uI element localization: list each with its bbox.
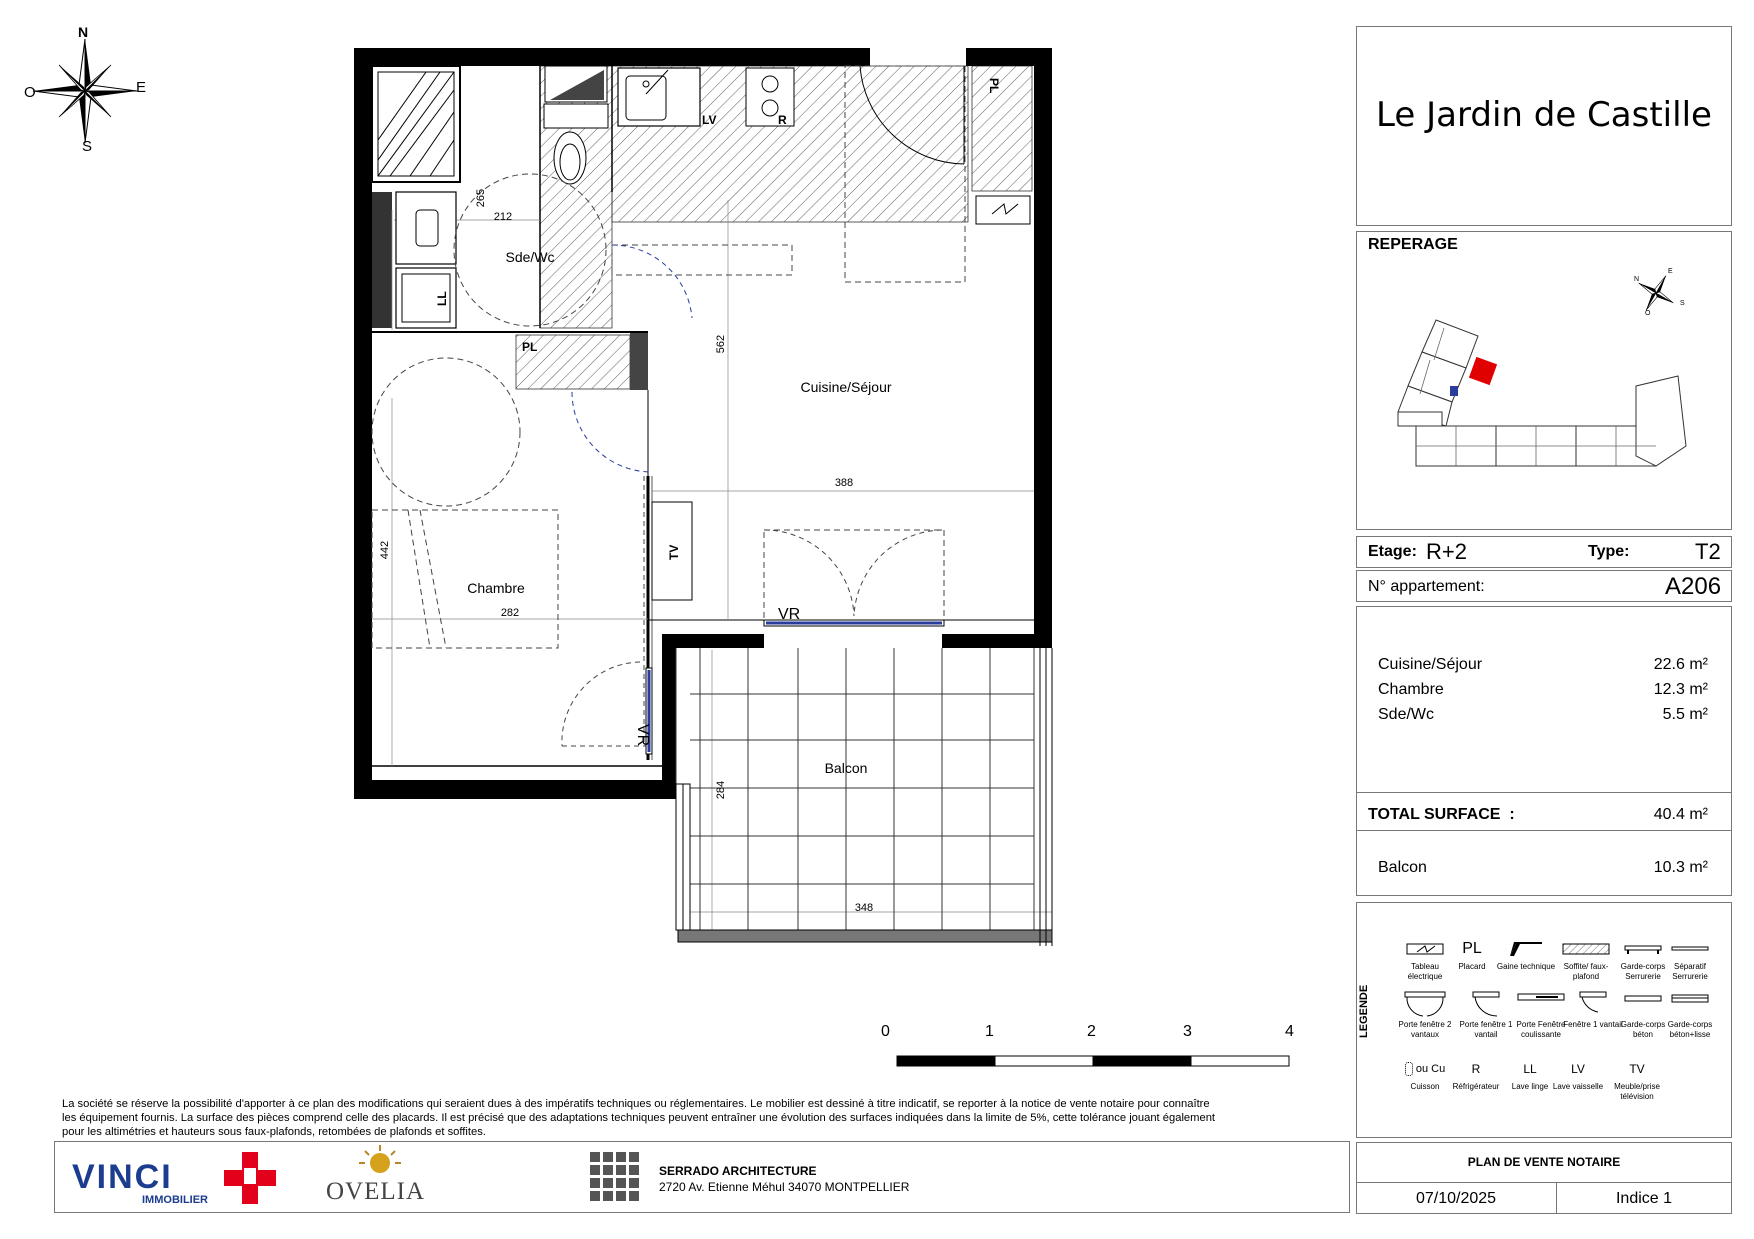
dim-chambre-w: 282 <box>500 607 520 619</box>
wall-top-left <box>354 48 870 66</box>
wall-balcony-top-right <box>942 634 1052 648</box>
vinci-cross-icon <box>222 1150 278 1206</box>
porte-fenetre-1-vantail-icon <box>1471 990 1501 1020</box>
wall-bottom-chambre <box>354 780 676 799</box>
room-cuisine-sejour-label: Cuisine/Séjour <box>800 379 892 395</box>
compass-e-label: E <box>136 79 147 96</box>
mini-compass-icon <box>1633 270 1679 316</box>
etage-label: Etage: <box>1368 543 1417 560</box>
separatif-serrurerie-icon <box>1670 940 1710 958</box>
legend-label: Soffite/ faux-plafond <box>1563 962 1609 981</box>
surface-room-name: Chambre <box>1378 681 1444 698</box>
gaine-technique-icon <box>1506 940 1546 958</box>
legend-label: Gaine technique <box>1496 962 1556 971</box>
scale-tick-3: 3 <box>1183 1023 1192 1040</box>
plan-indice: Indice 1 <box>1615 1190 1673 1207</box>
scale-bar <box>896 1055 1294 1069</box>
wall-chambre-right <box>662 636 676 786</box>
legend-label: Séparatif Serrurerie <box>1672 962 1708 981</box>
garde-corps-serrurerie-icon <box>1623 940 1663 958</box>
legend-label: Lave vaisselle <box>1552 1082 1604 1091</box>
appartement-value: A206 <box>1665 573 1722 600</box>
legend-label: Porte Fenêtre coulissante <box>1516 1020 1566 1039</box>
room-chambre-label: Chambre <box>467 580 525 596</box>
room-balcon-label: Balcon <box>824 760 868 776</box>
lave-linge-symbol: LL <box>1523 1062 1537 1076</box>
project-title: Le Jardin de Castille <box>1376 95 1712 135</box>
dim-sejour-w: 388 <box>834 477 854 489</box>
legend-item-television <box>1606 1060 1668 1102</box>
compass-n-label: N <box>78 24 89 40</box>
wall-gaine <box>630 332 648 390</box>
legend-item-lave-vaisselle <box>1547 1060 1609 1092</box>
refrigerateur-symbol: R <box>1471 1062 1481 1076</box>
dim-sejour-h: 562 <box>715 334 727 354</box>
legend-label: Porte fenêtre 1 vantail <box>1459 1020 1513 1039</box>
disclaimer <box>62 1097 1352 1139</box>
porte-fenetre-2-vantaux-icon <box>1403 990 1447 1020</box>
television-symbol: TV <box>1629 1062 1645 1076</box>
surface-room-area: 22.6 m² <box>1653 656 1708 673</box>
dim-sde-h: 265 <box>475 188 487 208</box>
lave-vaisselle-symbol: LV <box>1571 1062 1585 1076</box>
ovelia-sun-icon <box>355 1143 405 1179</box>
tableau-electrique-icon <box>1405 940 1445 958</box>
placard-symbol: PL <box>1462 940 1482 957</box>
vinci-logo-text: VINCI <box>72 1158 173 1196</box>
surface-divider <box>1356 830 1732 831</box>
legend-item-refrigerateur <box>1445 1060 1507 1092</box>
legend-label: Tableau électrique <box>1407 962 1443 981</box>
legend-item-gc-beton-lisse <box>1659 990 1721 1040</box>
cuisson-symbol-text: ou Cu <box>1415 1063 1446 1075</box>
legend-item-pf-2-vantaux <box>1394 990 1456 1040</box>
legend-item-gaine <box>1495 940 1557 972</box>
surface-divider <box>1356 792 1732 793</box>
tv-label: TV <box>667 544 681 560</box>
mini-compass-n: N <box>1634 276 1640 283</box>
legend-item-soffite <box>1555 940 1617 982</box>
surface-room-name: Sde/Wc <box>1378 706 1435 723</box>
vr-sejour-label: VR <box>778 606 801 623</box>
mini-compass-o: O <box>1645 310 1651 317</box>
dim-chambre-h: 442 <box>379 540 391 560</box>
scale-tick-2: 2 <box>1087 1023 1096 1040</box>
wall-right <box>1034 48 1052 648</box>
scale-tick-4: 4 <box>1285 1023 1294 1040</box>
surfaces-box <box>1356 606 1732 896</box>
disclaimer-line: pour les altimétries et hauteurs sous faux-plafonds, retombées de plafonds et soffites. <box>62 1126 486 1138</box>
floor-plan <box>0 0 1060 960</box>
dim-balcon-w: 348 <box>854 902 874 914</box>
compass-o-label: O <box>24 84 36 101</box>
garde-corps-beton-icon <box>1623 990 1663 1008</box>
mini-compass-e: E <box>1668 268 1673 275</box>
room-sde-wc-label: Sde/Wc <box>505 249 555 265</box>
surface-room-name: Cuisine/Séjour <box>1378 656 1483 673</box>
legend-label: Réfrigérateur <box>1452 1082 1500 1091</box>
reperage-title: REPERAGE <box>1368 236 1458 253</box>
balcon-surface-label: Balcon <box>1378 859 1427 876</box>
scale-tick-0: 0 <box>881 1023 890 1040</box>
total-surface-value: 40.4 m² <box>1653 806 1708 823</box>
serrado-logo-icon <box>590 1152 640 1202</box>
disclaimer-line: les équipement fournis. La surface des pièces comprend celle des placards. Il est précisé que des adaptations techniques peuvent entraîner une évolution des surfaces indiquées dans la limite de 5%, cette tolérance jouant également <box>62 1112 1216 1124</box>
compass-s-label: S <box>82 138 93 155</box>
legend-label: Lave linge <box>1511 1082 1549 1091</box>
legend-label: Fenêtre 1 vantail <box>1563 1020 1623 1029</box>
etage-value: R+2 <box>1426 539 1467 564</box>
surface-room-area: 5.5 m² <box>1662 706 1708 723</box>
placard-top <box>972 66 1032 191</box>
vinci-logo <box>72 1160 208 1206</box>
architect-address: 2720 Av. Etienne Méhul 34070 MONTPELLIER <box>659 1180 910 1194</box>
architect-name: SERRADO ARCHITECTURE <box>659 1164 817 1178</box>
wall-balcony-top-left <box>662 634 764 648</box>
disclaimer-line: La société se réserve la possibilité d'apporter à ce plan des modifications qui seraient dues à des impératifs techniques ou réglementaires. Le mobilier est dessiné à titre indicatif, se reporter à la notice de vente notaire pour connaître <box>62 1098 1210 1110</box>
dim-balcon-h: 284 <box>715 780 727 800</box>
pl-top-label: PL <box>987 78 1001 94</box>
ll-label: LL <box>435 291 449 306</box>
wall-left <box>354 48 372 799</box>
surface-room-area: 12.3 m² <box>1653 681 1708 698</box>
appartement-label: N° appartement: <box>1368 578 1485 595</box>
type-label: Type: <box>1588 543 1630 560</box>
type-value: T2 <box>1695 539 1721 564</box>
total-surface-label: TOTAL SURFACE : <box>1368 806 1515 823</box>
vinci-logo-sub: IMMOBILIER <box>142 1194 208 1206</box>
vr-chambre-label: VR <box>634 724 651 747</box>
legend-item-placard <box>1441 940 1503 972</box>
soffite-icon <box>1561 940 1611 958</box>
legend-label: Cuisson <box>1410 1082 1440 1091</box>
fenetre-1-vantail-icon <box>1578 990 1608 1020</box>
r-label: R <box>778 113 787 127</box>
balcon-surface-value: 10.3 m² <box>1653 859 1708 876</box>
cuisson-icon <box>1405 1062 1413 1076</box>
ovelia-logo-text: OVELIA <box>326 1178 426 1205</box>
dim-sde-w: 212 <box>493 211 513 223</box>
pl-mid-label: PL <box>522 340 538 354</box>
garde-corps-beton-lisse-icon <box>1670 990 1710 1008</box>
legend-item-pf-1-vantail <box>1455 990 1517 1040</box>
legend-label: Garde-corps béton+lisse <box>1667 1020 1713 1039</box>
site-plan-map <box>1396 316 1696 492</box>
wall-tv <box>372 192 392 328</box>
legend-label: Garde-corps béton <box>1620 1020 1666 1039</box>
legend-title: LEGENDE <box>1358 984 1370 1038</box>
plan-date: 07/10/2025 <box>1415 1190 1497 1207</box>
porte-fenetre-coulissante-icon <box>1516 990 1566 1008</box>
lv-label: LV <box>702 113 717 127</box>
plan-type-label: PLAN DE VENTE NOTAIRE <box>1467 1155 1621 1169</box>
plan-info-divider-h <box>1356 1182 1732 1183</box>
scale-tick-1: 1 <box>985 1023 994 1040</box>
legend-item-separatif <box>1659 940 1721 982</box>
legend-label: Meuble/prise télévision <box>1614 1082 1660 1101</box>
legend-label: Porte fenêtre 2 vantaux <box>1398 1020 1452 1039</box>
mini-compass-s: S <box>1680 300 1685 307</box>
legend-label: Garde-corps Serrurerie <box>1620 962 1666 981</box>
legend-label: Placard <box>1458 962 1486 971</box>
